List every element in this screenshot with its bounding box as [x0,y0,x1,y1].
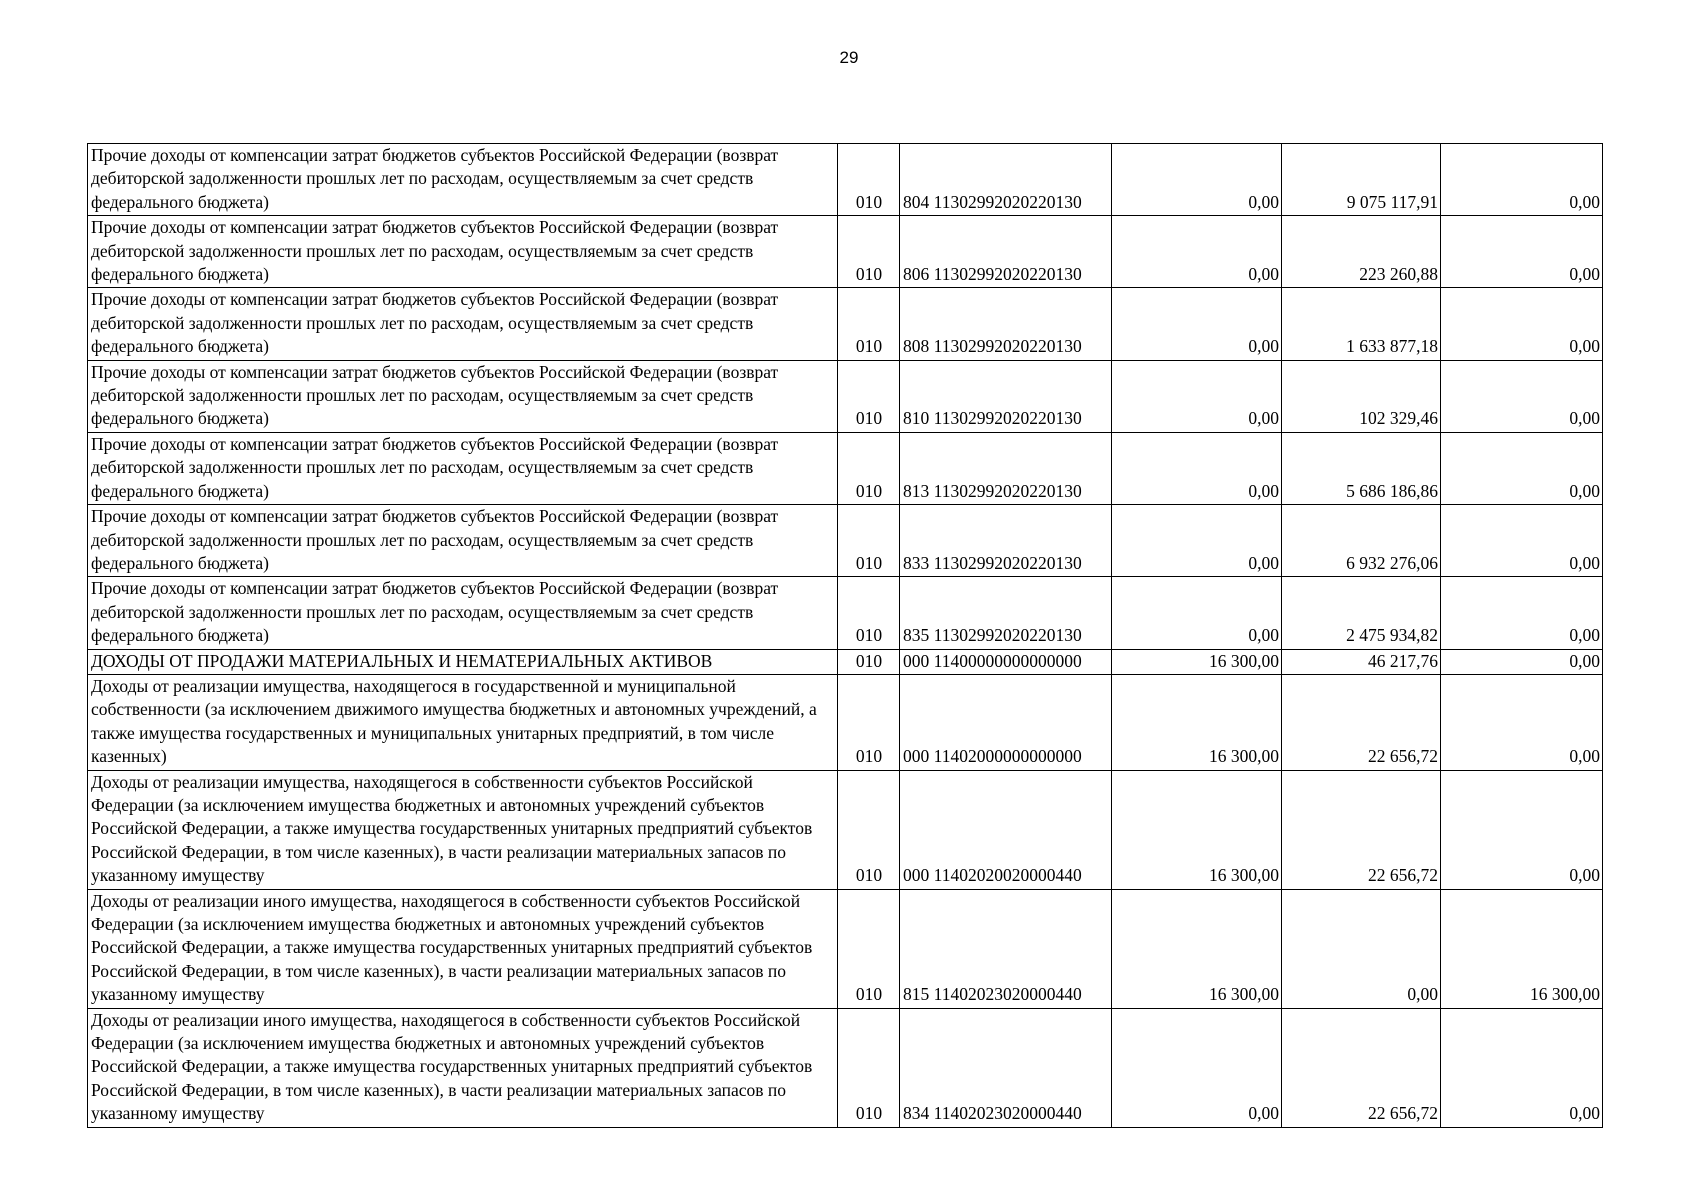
table-row [88,432,1603,504]
row-budget-code-cell: 835 11302992020220130 [900,577,1112,649]
table-row [88,889,1603,1008]
row-approved-amount-cell: 0,00 [1112,1008,1282,1127]
row-executed-amount-cell: 22 656,72 [1282,674,1441,770]
row-line-code-cell: 010 [838,432,900,504]
row-name-cell: Прочие доходы от компенсации затрат бюджетов субъектов Российской Федерации (возврат дебиторской задолженности прошлых лет по расходам, осуществляемым за счет средств федерального бюджета) [88,577,838,649]
row-name-cell: Прочие доходы от компенсации затрат бюджетов субъектов Российской Федерации (возврат дебиторской задолженности прошлых лет по расходам, осуществляемым за счет средств федерального бюджета) [88,360,838,432]
row-budget-code-cell: 810 11302992020220130 [900,360,1112,432]
row-budget-code-cell: 000 11400000000000000 [900,649,1112,674]
row-executed-amount-cell: 102 329,46 [1282,360,1441,432]
row-budget-code-cell: 815 11402023020000440 [900,889,1112,1008]
row-name-cell: ДОХОДЫ ОТ ПРОДАЖИ МАТЕРИАЛЬНЫХ И НЕМАТЕРИАЛЬНЫХ АКТИВОВ [88,649,838,674]
row-name-cell: Доходы от реализации иного имущества, находящегося в собственности субъектов Российской Федерации (за исключением имущества бюджетных и автономных учреждений субъектов Российской Федерации, а также имущества государственных унитарных предприятий субъектов Российской Федерации, в том числе казенных), в части реализации материальных запасов по указанному имуществу [88,1008,838,1127]
row-executed-amount-cell: 2 475 934,82 [1282,577,1441,649]
table-row [88,288,1603,360]
row-budget-code-cell: 000 11402000000000000 [900,674,1112,770]
row-line-code-cell: 010 [838,216,900,288]
row-unexecuted-amount-cell: 0,00 [1441,674,1603,770]
row-approved-amount-cell: 16 300,00 [1112,770,1282,889]
row-budget-code-cell: 813 11302992020220130 [900,432,1112,504]
table-row [88,674,1603,770]
row-approved-amount-cell: 16 300,00 [1112,649,1282,674]
table-row [88,649,1603,674]
row-line-code-cell: 010 [838,577,900,649]
table-row [88,1008,1603,1127]
row-approved-amount-cell: 0,00 [1112,577,1282,649]
row-name-cell: Прочие доходы от компенсации затрат бюджетов субъектов Российской Федерации (возврат дебиторской задолженности прошлых лет по расходам, осуществляемым за счет средств федерального бюджета) [88,505,838,577]
row-budget-code-cell: 000 11402020020000440 [900,770,1112,889]
row-executed-amount-cell: 9 075 117,91 [1282,144,1441,216]
row-executed-amount-cell: 223 260,88 [1282,216,1441,288]
row-budget-code-cell: 806 11302992020220130 [900,216,1112,288]
row-executed-amount-cell: 6 932 276,06 [1282,505,1441,577]
row-executed-amount-cell: 22 656,72 [1282,770,1441,889]
row-budget-code-cell: 834 11402023020000440 [900,1008,1112,1127]
table-row [88,577,1603,649]
row-approved-amount-cell: 0,00 [1112,505,1282,577]
table-row [88,505,1603,577]
table-body [88,144,1603,1128]
row-line-code-cell: 010 [838,674,900,770]
row-name-cell: Прочие доходы от компенсации затрат бюджетов субъектов Российской Федерации (возврат дебиторской задолженности прошлых лет по расходам, осуществляемым за счет средств федерального бюджета) [88,288,838,360]
row-unexecuted-amount-cell: 0,00 [1441,144,1603,216]
row-budget-code-cell: 808 11302992020220130 [900,288,1112,360]
revenue-table [87,143,1603,1128]
row-line-code-cell: 010 [838,505,900,577]
row-unexecuted-amount-cell: 0,00 [1441,432,1603,504]
row-unexecuted-amount-cell: 0,00 [1441,360,1603,432]
row-approved-amount-cell: 16 300,00 [1112,674,1282,770]
row-name-cell: Прочие доходы от компенсации затрат бюджетов субъектов Российской Федерации (возврат дебиторской задолженности прошлых лет по расходам, осуществляемым за счет средств федерального бюджета) [88,432,838,504]
row-name-cell: Прочие доходы от компенсации затрат бюджетов субъектов Российской Федерации (возврат дебиторской задолженности прошлых лет по расходам, осуществляемым за счет средств федерального бюджета) [88,144,838,216]
table-row [88,144,1603,216]
row-unexecuted-amount-cell: 0,00 [1441,577,1603,649]
row-approved-amount-cell: 0,00 [1112,432,1282,504]
row-executed-amount-cell: 22 656,72 [1282,1008,1441,1127]
row-executed-amount-cell: 5 686 186,86 [1282,432,1441,504]
row-name-cell: Прочие доходы от компенсации затрат бюджетов субъектов Российской Федерации (возврат дебиторской задолженности прошлых лет по расходам, осуществляемым за счет средств федерального бюджета) [88,216,838,288]
row-executed-amount-cell: 46 217,76 [1282,649,1441,674]
row-unexecuted-amount-cell: 16 300,00 [1441,889,1603,1008]
row-budget-code-cell: 833 11302992020220130 [900,505,1112,577]
row-executed-amount-cell: 1 633 877,18 [1282,288,1441,360]
row-approved-amount-cell: 0,00 [1112,216,1282,288]
row-name-cell: Доходы от реализации иного имущества, находящегося в собственности субъектов Российской Федерации (за исключением имущества бюджетных и автономных учреждений субъектов Российской Федерации, а также имущества государственных унитарных предприятий субъектов Российской Федерации, в том числе казенных), в части реализации материальных запасов по указанному имуществу [88,889,838,1008]
table-row [88,360,1603,432]
row-line-code-cell: 010 [838,1008,900,1127]
row-unexecuted-amount-cell: 0,00 [1441,288,1603,360]
row-line-code-cell: 010 [838,649,900,674]
row-line-code-cell: 010 [838,144,900,216]
row-unexecuted-amount-cell: 0,00 [1441,770,1603,889]
row-unexecuted-amount-cell: 0,00 [1441,649,1603,674]
row-approved-amount-cell: 16 300,00 [1112,889,1282,1008]
row-line-code-cell: 010 [838,288,900,360]
page-number: 29 [839,48,859,67]
row-approved-amount-cell: 0,00 [1112,360,1282,432]
table-row [88,216,1603,288]
table-row [88,770,1603,889]
row-executed-amount-cell: 0,00 [1282,889,1441,1008]
row-approved-amount-cell: 0,00 [1112,144,1282,216]
row-name-cell: Доходы от реализации имущества, находящегося в собственности субъектов Российской Федерации (за исключением имущества бюджетных и автономных учреждений субъектов Российской Федерации, а также имущества государственных унитарных предприятий субъектов Российской Федерации, в том числе казенных), в части реализации материальных запасов по указанному имуществу [88,770,838,889]
row-unexecuted-amount-cell: 0,00 [1441,1008,1603,1127]
row-unexecuted-amount-cell: 0,00 [1441,505,1603,577]
row-line-code-cell: 010 [838,770,900,889]
row-budget-code-cell: 804 11302992020220130 [900,144,1112,216]
row-line-code-cell: 010 [838,889,900,1008]
row-approved-amount-cell: 0,00 [1112,288,1282,360]
row-name-cell: Доходы от реализации имущества, находящегося в государственной и муниципальной собственности (за исключением движимого имущества бюджетных и автономных учреждений, а также имущества государственных и муниципальных унитарных предприятий, в том числе казенных) [88,674,838,770]
row-unexecuted-amount-cell: 0,00 [1441,216,1603,288]
row-line-code-cell: 010 [838,360,900,432]
